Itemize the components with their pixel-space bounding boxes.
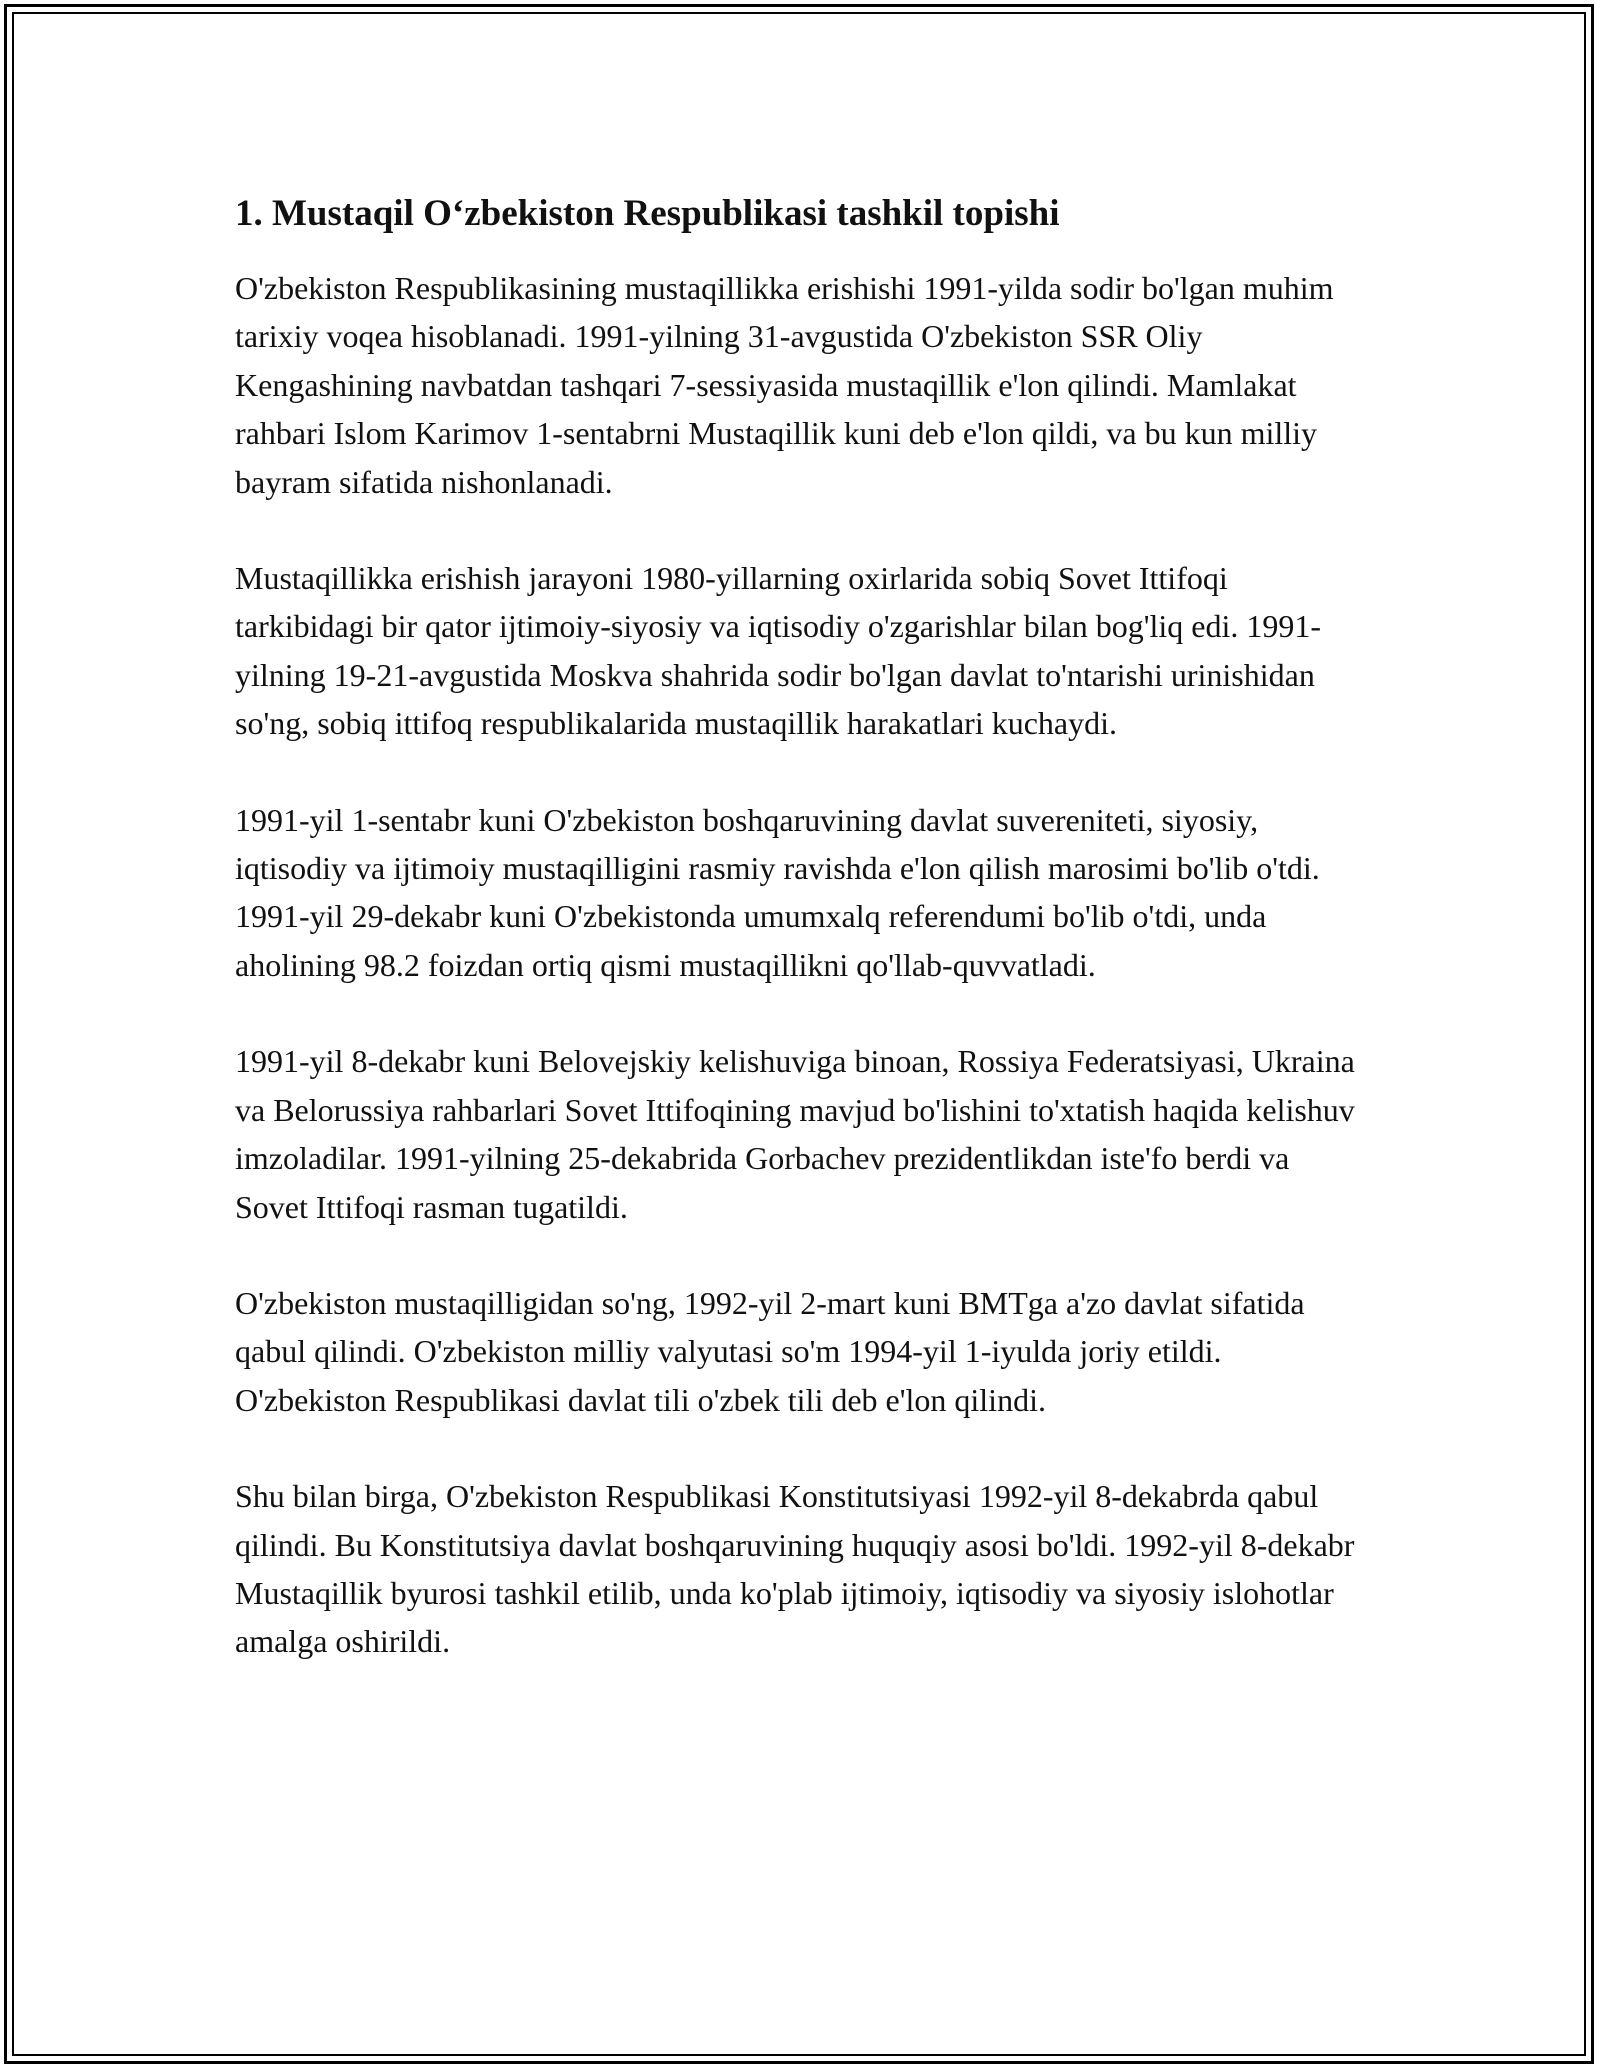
paragraph-3: 1991-yil 1-sentabr kuni O'zbekiston boshqaruvining davlat suvereniteti, siyosiy, iqtisodiy va ijtimoiy mustaqilligini rasmiy ravishda e'lon qilish marosimi bo'lib o'tdi. 1991-yil 29-dekabr kuni O'zbekistonda umumxalq referendumi bo'lib o'tdi, unda aholining 98.2 foizdan ortiq qismi mustaqillikni qo'llab-quvvatladi. bbox=[235, 801, 1320, 983]
paragraph-1: O'zbekiston Respublikasining mustaqillikka erishishi 1991-yilda sodir bo'lgan muhim tarixiy voqea hisoblanadi. 1991-yilning 31-avgustida O'zbekiston SSR Oliy Kengashining navbatdan tashqari 7-sessiyasida mustaqillik e'lon qilindi. Mamlakat rahbari Islom Karimov 1-sentabrni Mustaqillik kuni deb e'lon qildi, va bu kun milliy bayram sifatida nishonlanadi. bbox=[235, 270, 1334, 500]
paragraph-5: O'zbekiston mustaqilligidan so'ng, 1992-yil 2-mart kuni BMTga a'zo davlat sifatida qabul qilindi. O'zbekiston milliy valyutasi so'm 1994-yil 1-iyulda joriy etildi. O'zbekiston Respublikasi davlat tili o'zbek tili deb e'lon qilindi. bbox=[235, 1284, 1305, 1418]
paragraph-6: Shu bilan birga, O'zbekiston Respublikasi Konstitutsiyasi 1992-yil 8-dekabrda qabul qilindi. Bu Konstitutsiya davlat boshqaruvining huquqiy asosi bo'ldi. 1992-yil 8-dekabr Mustaqillik byurosi tashkil etilib, unda ko'plab ijtimoiy, iqtisodiy va siyosiy islohotlar amalga oshirildi. bbox=[235, 1478, 1355, 1660]
document-title: 1. Mustaqil O‘zbekiston Respublikasi tashkil topishi bbox=[235, 193, 1060, 234]
document-body bbox=[235, 188, 1365, 1666]
paragraph-2: Mustaqillikka erishish jarayoni 1980-yillarning oxirlarida sobiq Sovet Ittifoqi tarkibidagi bir qator ijtimoiy-siyosiy va iqtisodiy o'zgarishlar bilan bog'liq edi. 1991-yilning 19-21-avgustida Moskva shahrida sodir bo'lgan davlat to'ntarishi urinishidan so'ng, sobiq ittifoq respublikalarida mustaqillik harakatlari kuchaydi. bbox=[235, 560, 1322, 742]
paragraph-4: 1991-yil 8-dekabr kuni Belovejskiy kelishuviga binoan, Rossiya Federatsiyasi, Ukraina va Belorussiya rahbarlari Sovet Ittifoqining mavjud bo'lishini to'xtatish haqida kelishuv imzoladilar. 1991-yilning 25-dekabrida Gorbachev prezidentlikdan iste'fo berdi va Sovet Ittifoqi rasman tugatildi. bbox=[235, 1043, 1355, 1225]
